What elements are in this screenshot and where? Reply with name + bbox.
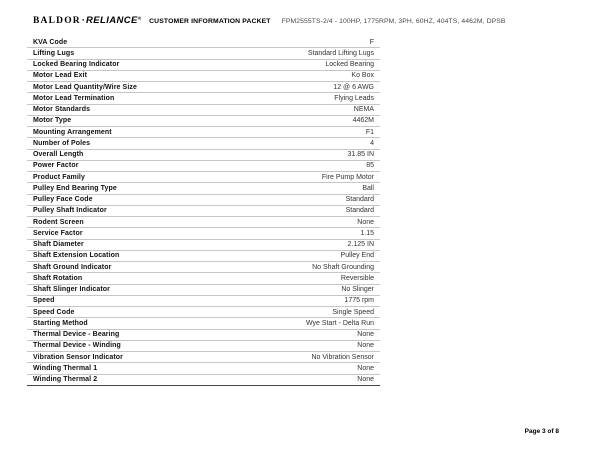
spec-label: Rodent Screen [33,218,84,226]
spec-value: Standard [345,207,374,215]
spec-label: Thermal Device - Bearing [33,331,120,339]
table-row [27,363,380,374]
table-row [27,60,380,71]
spec-value: 4 [370,139,374,147]
spec-value: F1 [365,128,374,136]
spec-label: Speed Code [33,308,75,316]
spec-value: Standard [345,196,374,204]
spec-label: Vibration Sensor Indicator [33,353,123,361]
table-row [27,341,380,352]
spec-value: None [357,342,374,350]
table-row [27,172,380,183]
brand-baldor: BALDOR [33,16,81,26]
spec-label: Pulley Face Code [33,196,93,204]
spec-value: No Slinger [341,286,374,294]
spec-label: Shaft Extension Location [33,252,120,260]
spec-value: Reversible [340,274,374,282]
spec-value: None [357,364,374,372]
spec-label: Motor Type [33,117,72,125]
table-row [27,183,380,194]
table-row [27,296,380,307]
spec-value: F [369,38,374,46]
spec-value: 1.15 [360,229,374,237]
spec-label: Shaft Slinger Indicator [33,286,110,294]
table-row [27,273,380,284]
spec-label: Pulley End Bearing Type [33,184,117,192]
page-number: Page 3 of 8 [524,428,559,435]
table-row [27,138,380,149]
spec-value: None [357,331,374,339]
spec-value: NEMA [353,106,374,114]
spec-label: Thermal Device - Winding [33,342,121,350]
spec-value: 85 [366,162,374,170]
spec-label: Number of Poles [33,139,91,147]
spec-label: Motor Lead Termination [33,94,115,102]
spec-label: Shaft Rotation [33,274,83,282]
spec-label: Locked Bearing Indicator [33,61,120,69]
table-row [27,116,380,127]
brand-reliance: RELIANCE [86,15,138,26]
table-row [27,82,380,93]
spec-label: Motor Lead Quantity/Wire Size [33,83,137,91]
spec-label: Speed [33,297,55,305]
spec-value: 2.125 IN [347,241,374,249]
table-row [27,307,380,318]
spec-value: None [357,218,374,226]
table-row [27,251,380,262]
spec-value: Pulley End [340,252,374,260]
document-title: CUSTOMER INFORMATION PACKET [149,18,271,25]
spec-label: Overall Length [33,151,84,159]
spec-value: Standard Lifting Lugs [307,49,374,57]
spec-label: Winding Thermal 1 [33,364,98,372]
table-row [27,240,380,251]
spec-label: Winding Thermal 2 [33,376,98,384]
spec-value: Ko Box [351,72,374,80]
spec-value: 12 @ 6 AWG [333,83,374,91]
table-row [27,161,380,172]
table-row [27,228,380,239]
spec-label: Shaft Ground Indicator [33,263,112,271]
table-row [27,150,380,161]
table-row [27,71,380,82]
table-row [27,195,380,206]
table-row [27,375,380,386]
document-header [33,15,580,27]
spec-label: Service Factor [33,229,83,237]
spec-label: KVA Code [33,38,68,46]
registered-trademark-icon: ® [137,16,142,21]
spec-label: Mounting Arrangement [33,128,112,136]
table-row [27,37,380,48]
spec-value: No Shaft Grounding [312,263,374,271]
spec-value: Locked Bearing [325,61,374,69]
specification-table [27,37,380,386]
spec-value: 4462M [352,117,374,125]
spec-value: Fire Pump Motor [321,173,374,181]
spec-value: Flying Leads [334,94,374,102]
spec-label: Product Family [33,173,85,181]
spec-value: No Vibration Sensor [311,353,374,361]
spec-label: Shaft Diameter [33,241,84,249]
table-row [27,262,380,273]
table-row [27,93,380,104]
table-row [27,217,380,228]
table-row [27,352,380,363]
spec-label: Motor Lead Exit [33,72,88,80]
product-descriptor: FPM2555TS-2/4 - 100HP, 1775RPM, 3PH, 60HZ, 404TS, 4462M, DPSB [281,18,506,25]
brand-separator-dot: · [81,15,86,26]
table-row [27,127,380,138]
table-row [27,48,380,59]
spec-label: Lifting Lugs [33,49,75,57]
spec-value: 31.85 IN [347,151,374,159]
baldor-reliance-logo [33,15,141,26]
table-row [27,285,380,296]
table-row [27,206,380,217]
spec-value: None [357,376,374,384]
spec-label: Power Factor [33,162,79,170]
spec-label: Motor Standards [33,106,91,114]
spec-label: Starting Method [33,319,88,327]
spec-label: Pulley Shaft Indicator [33,207,107,215]
spec-value: Single Speed [332,308,374,316]
table-row [27,330,380,341]
spec-value: Ball [362,184,374,192]
table-row [27,318,380,329]
spec-value: Wye Start - Delta Run [305,319,374,327]
spec-value: 1775 rpm [344,297,374,305]
table-row [27,105,380,116]
